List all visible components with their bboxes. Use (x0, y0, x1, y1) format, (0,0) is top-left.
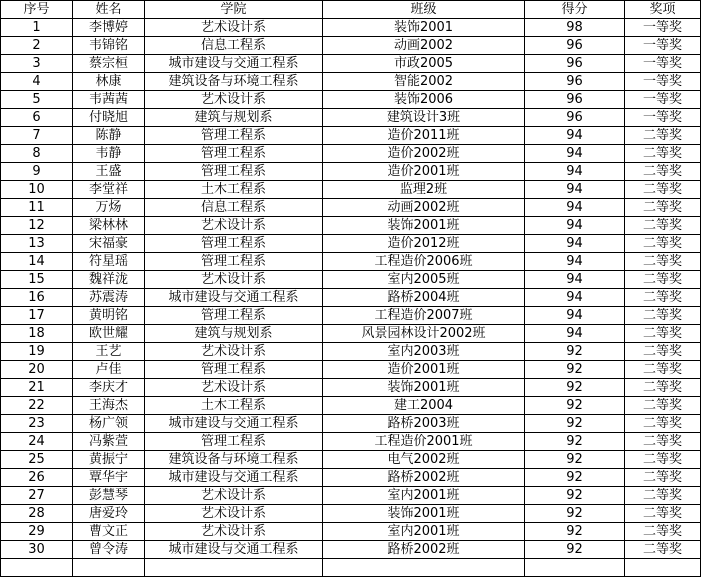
cell-name: 黄明铭 (73, 307, 145, 325)
cell-award: 二等奖 (625, 397, 701, 415)
cell-award: 二等奖 (625, 541, 701, 559)
cell-name: 李博婷 (73, 19, 145, 37)
cell-department: 城市建设与交通工程系 (145, 541, 323, 559)
cell-award: 二等奖 (625, 127, 701, 145)
table-row (1, 397, 701, 415)
header-class: 班级 (323, 1, 525, 19)
table-row (1, 343, 701, 361)
cell-class: 造价2011班 (323, 127, 525, 145)
cell-name: 宋福豪 (73, 235, 145, 253)
cell-index: 26 (1, 469, 73, 487)
cell-class: 电气2002班 (323, 451, 525, 469)
cell-score: 94 (525, 271, 625, 289)
cell-department: 艺术设计系 (145, 343, 323, 361)
cell-score: 94 (525, 181, 625, 199)
cell-department: 艺术设计系 (145, 487, 323, 505)
cell-index: 29 (1, 523, 73, 541)
cell-department: 艺术设计系 (145, 91, 323, 109)
header-score: 得分 (525, 1, 625, 19)
cell-award: 二等奖 (625, 163, 701, 181)
table-body (1, 19, 701, 577)
cell-award: 二等奖 (625, 271, 701, 289)
cell-award: 一等奖 (625, 55, 701, 73)
cell-award: 一等奖 (625, 19, 701, 37)
cell-department: 管理工程系 (145, 433, 323, 451)
cell-class: 装饰2001班 (323, 217, 525, 235)
cell-name: 万炀 (73, 199, 145, 217)
cell-score: 96 (525, 73, 625, 91)
cell-name: 王艺 (73, 343, 145, 361)
cell-department: 艺术设计系 (145, 217, 323, 235)
cell-department: 信息工程系 (145, 37, 323, 55)
cell-class: 建工2004 (323, 397, 525, 415)
cell-index: 6 (1, 109, 73, 127)
cell-class: 装饰2001班 (323, 379, 525, 397)
cell-department: 管理工程系 (145, 163, 323, 181)
table-row (1, 55, 701, 73)
table-row (1, 325, 701, 343)
cell-department: 管理工程系 (145, 235, 323, 253)
cell-award: 二等奖 (625, 235, 701, 253)
table-row (1, 505, 701, 523)
cell-partial (73, 559, 145, 577)
cell-name: 彭慧琴 (73, 487, 145, 505)
cell-department: 管理工程系 (145, 307, 323, 325)
cell-class: 装饰2001班 (323, 505, 525, 523)
cell-class: 智能2002 (323, 73, 525, 91)
cell-index: 3 (1, 55, 73, 73)
cell-index: 15 (1, 271, 73, 289)
cell-award: 二等奖 (625, 379, 701, 397)
table-row (1, 37, 701, 55)
cell-award: 一等奖 (625, 109, 701, 127)
cell-index: 14 (1, 253, 73, 271)
cell-name: 付晓旭 (73, 109, 145, 127)
cell-class: 装饰2001 (323, 19, 525, 37)
cell-award: 二等奖 (625, 487, 701, 505)
cell-department: 城市建设与交通工程系 (145, 55, 323, 73)
cell-name: 欧世耀 (73, 325, 145, 343)
cell-index: 16 (1, 289, 73, 307)
cell-department: 土木工程系 (145, 397, 323, 415)
table-row (1, 19, 701, 37)
cell-name: 李庆才 (73, 379, 145, 397)
cell-name: 蔡宗桓 (73, 55, 145, 73)
cell-award: 二等奖 (625, 343, 701, 361)
cell-score: 96 (525, 109, 625, 127)
cell-score: 92 (525, 505, 625, 523)
cell-class: 装饰2006 (323, 91, 525, 109)
cell-score: 92 (525, 343, 625, 361)
cell-index: 2 (1, 37, 73, 55)
cell-department: 管理工程系 (145, 361, 323, 379)
table-row (1, 199, 701, 217)
cell-score: 92 (525, 451, 625, 469)
cell-index: 20 (1, 361, 73, 379)
header-department: 学院 (145, 1, 323, 19)
table-row-partial (1, 559, 701, 577)
cell-class: 室内2005班 (323, 271, 525, 289)
cell-award: 二等奖 (625, 145, 701, 163)
cell-class: 室内2001班 (323, 487, 525, 505)
cell-index: 30 (1, 541, 73, 559)
cell-class: 建筑设计3班 (323, 109, 525, 127)
cell-department: 土木工程系 (145, 181, 323, 199)
cell-department: 城市建设与交通工程系 (145, 415, 323, 433)
cell-index: 21 (1, 379, 73, 397)
cell-index: 10 (1, 181, 73, 199)
cell-score: 92 (525, 487, 625, 505)
table-row (1, 379, 701, 397)
cell-class: 造价2001班 (323, 163, 525, 181)
cell-score: 94 (525, 145, 625, 163)
cell-partial (625, 559, 701, 577)
cell-index: 28 (1, 505, 73, 523)
cell-partial (323, 559, 525, 577)
cell-class: 室内2001班 (323, 523, 525, 541)
cell-name: 韦静 (73, 145, 145, 163)
cell-index: 23 (1, 415, 73, 433)
cell-index: 27 (1, 487, 73, 505)
table-row (1, 253, 701, 271)
cell-score: 92 (525, 469, 625, 487)
table-row (1, 487, 701, 505)
cell-score: 92 (525, 523, 625, 541)
table-row (1, 217, 701, 235)
cell-partial (145, 559, 323, 577)
table-row (1, 433, 701, 451)
cell-class: 路桥2004班 (323, 289, 525, 307)
cell-name: 王盛 (73, 163, 145, 181)
cell-name: 唐爱玲 (73, 505, 145, 523)
cell-name: 梁林林 (73, 217, 145, 235)
cell-department: 艺术设计系 (145, 523, 323, 541)
cell-department: 城市建设与交通工程系 (145, 469, 323, 487)
cell-score: 94 (525, 235, 625, 253)
cell-partial (1, 559, 73, 577)
cell-name: 韦茜茜 (73, 91, 145, 109)
header-index: 序号 (1, 1, 73, 19)
cell-class: 路桥2003班 (323, 415, 525, 433)
table-row (1, 145, 701, 163)
cell-award: 二等奖 (625, 307, 701, 325)
cell-award: 二等奖 (625, 181, 701, 199)
cell-class: 风景园林设计2002班 (323, 325, 525, 343)
cell-class: 工程造价2001班 (323, 433, 525, 451)
cell-score: 98 (525, 19, 625, 37)
cell-name: 林康 (73, 73, 145, 91)
cell-award: 二等奖 (625, 361, 701, 379)
cell-class: 市政2005 (323, 55, 525, 73)
cell-score: 92 (525, 379, 625, 397)
cell-index: 8 (1, 145, 73, 163)
cell-award: 二等奖 (625, 451, 701, 469)
cell-class: 室内2003班 (323, 343, 525, 361)
cell-class: 造价2001班 (323, 361, 525, 379)
table-row (1, 181, 701, 199)
cell-score: 92 (525, 433, 625, 451)
cell-name: 冯紫萱 (73, 433, 145, 451)
cell-award: 二等奖 (625, 523, 701, 541)
cell-class: 路桥2002班 (323, 469, 525, 487)
cell-award: 二等奖 (625, 289, 701, 307)
table-row (1, 523, 701, 541)
table-row (1, 541, 701, 559)
cell-score: 92 (525, 361, 625, 379)
cell-name: 陈静 (73, 127, 145, 145)
cell-score: 96 (525, 55, 625, 73)
cell-name: 李堂祥 (73, 181, 145, 199)
cell-index: 18 (1, 325, 73, 343)
cell-index: 1 (1, 19, 73, 37)
cell-score: 94 (525, 253, 625, 271)
cell-department: 管理工程系 (145, 253, 323, 271)
table-row (1, 91, 701, 109)
cell-name: 覃华宇 (73, 469, 145, 487)
cell-score: 94 (525, 325, 625, 343)
cell-award: 二等奖 (625, 325, 701, 343)
cell-index: 9 (1, 163, 73, 181)
cell-department: 建筑与规划系 (145, 325, 323, 343)
cell-department: 管理工程系 (145, 127, 323, 145)
cell-award: 二等奖 (625, 469, 701, 487)
cell-department: 建筑设备与环境工程系 (145, 451, 323, 469)
table-row (1, 73, 701, 91)
cell-award: 二等奖 (625, 433, 701, 451)
cell-index: 4 (1, 73, 73, 91)
cell-name: 苏震涛 (73, 289, 145, 307)
cell-award: 一等奖 (625, 91, 701, 109)
table-row (1, 415, 701, 433)
cell-score: 96 (525, 91, 625, 109)
cell-department: 建筑设备与环境工程系 (145, 73, 323, 91)
table-row (1, 235, 701, 253)
table-row (1, 109, 701, 127)
cell-name: 韦锦铭 (73, 37, 145, 55)
table-row (1, 289, 701, 307)
cell-name: 曾令涛 (73, 541, 145, 559)
header-award: 奖项 (625, 1, 701, 19)
table-row (1, 271, 701, 289)
cell-award: 二等奖 (625, 505, 701, 523)
cell-department: 建筑与规划系 (145, 109, 323, 127)
cell-partial (525, 559, 625, 577)
cell-score: 94 (525, 289, 625, 307)
cell-score: 94 (525, 199, 625, 217)
cell-name: 卢佳 (73, 361, 145, 379)
cell-score: 94 (525, 217, 625, 235)
cell-award: 一等奖 (625, 73, 701, 91)
cell-index: 22 (1, 397, 73, 415)
table-row (1, 307, 701, 325)
cell-class: 路桥2002班 (323, 541, 525, 559)
cell-department: 信息工程系 (145, 199, 323, 217)
cell-score: 94 (525, 307, 625, 325)
table-row (1, 163, 701, 181)
header-row (1, 1, 701, 19)
cell-name: 杨广领 (73, 415, 145, 433)
cell-index: 19 (1, 343, 73, 361)
cell-award: 一等奖 (625, 37, 701, 55)
cell-award: 二等奖 (625, 199, 701, 217)
cell-class: 动画2002 (323, 37, 525, 55)
cell-class: 监理2班 (323, 181, 525, 199)
header-name: 姓名 (73, 1, 145, 19)
cell-department: 艺术设计系 (145, 19, 323, 37)
cell-name: 曹文正 (73, 523, 145, 541)
cell-index: 13 (1, 235, 73, 253)
table-row (1, 469, 701, 487)
table-row (1, 451, 701, 469)
cell-class: 造价2002班 (323, 145, 525, 163)
table-row (1, 361, 701, 379)
cell-department: 城市建设与交通工程系 (145, 289, 323, 307)
cell-class: 造价2012班 (323, 235, 525, 253)
cell-award: 二等奖 (625, 253, 701, 271)
cell-index: 7 (1, 127, 73, 145)
cell-index: 24 (1, 433, 73, 451)
cell-class: 工程造价2006班 (323, 253, 525, 271)
cell-name: 王海杰 (73, 397, 145, 415)
cell-index: 25 (1, 451, 73, 469)
cell-award: 二等奖 (625, 415, 701, 433)
cell-class: 动画2002班 (323, 199, 525, 217)
cell-score: 94 (525, 127, 625, 145)
cell-score: 94 (525, 163, 625, 181)
cell-score: 96 (525, 37, 625, 55)
cell-score: 92 (525, 541, 625, 559)
cell-index: 12 (1, 217, 73, 235)
cell-score: 92 (525, 397, 625, 415)
cell-index: 17 (1, 307, 73, 325)
cell-class: 工程造价2007班 (323, 307, 525, 325)
cell-name: 魏祥泷 (73, 271, 145, 289)
cell-award: 二等奖 (625, 217, 701, 235)
cell-name: 黄振宁 (73, 451, 145, 469)
cell-index: 11 (1, 199, 73, 217)
cell-department: 艺术设计系 (145, 379, 323, 397)
cell-name: 符星瑶 (73, 253, 145, 271)
table-row (1, 127, 701, 145)
cell-department: 艺术设计系 (145, 505, 323, 523)
cell-score: 92 (525, 415, 625, 433)
cell-index: 5 (1, 91, 73, 109)
cell-department: 管理工程系 (145, 145, 323, 163)
cell-department: 艺术设计系 (145, 271, 323, 289)
